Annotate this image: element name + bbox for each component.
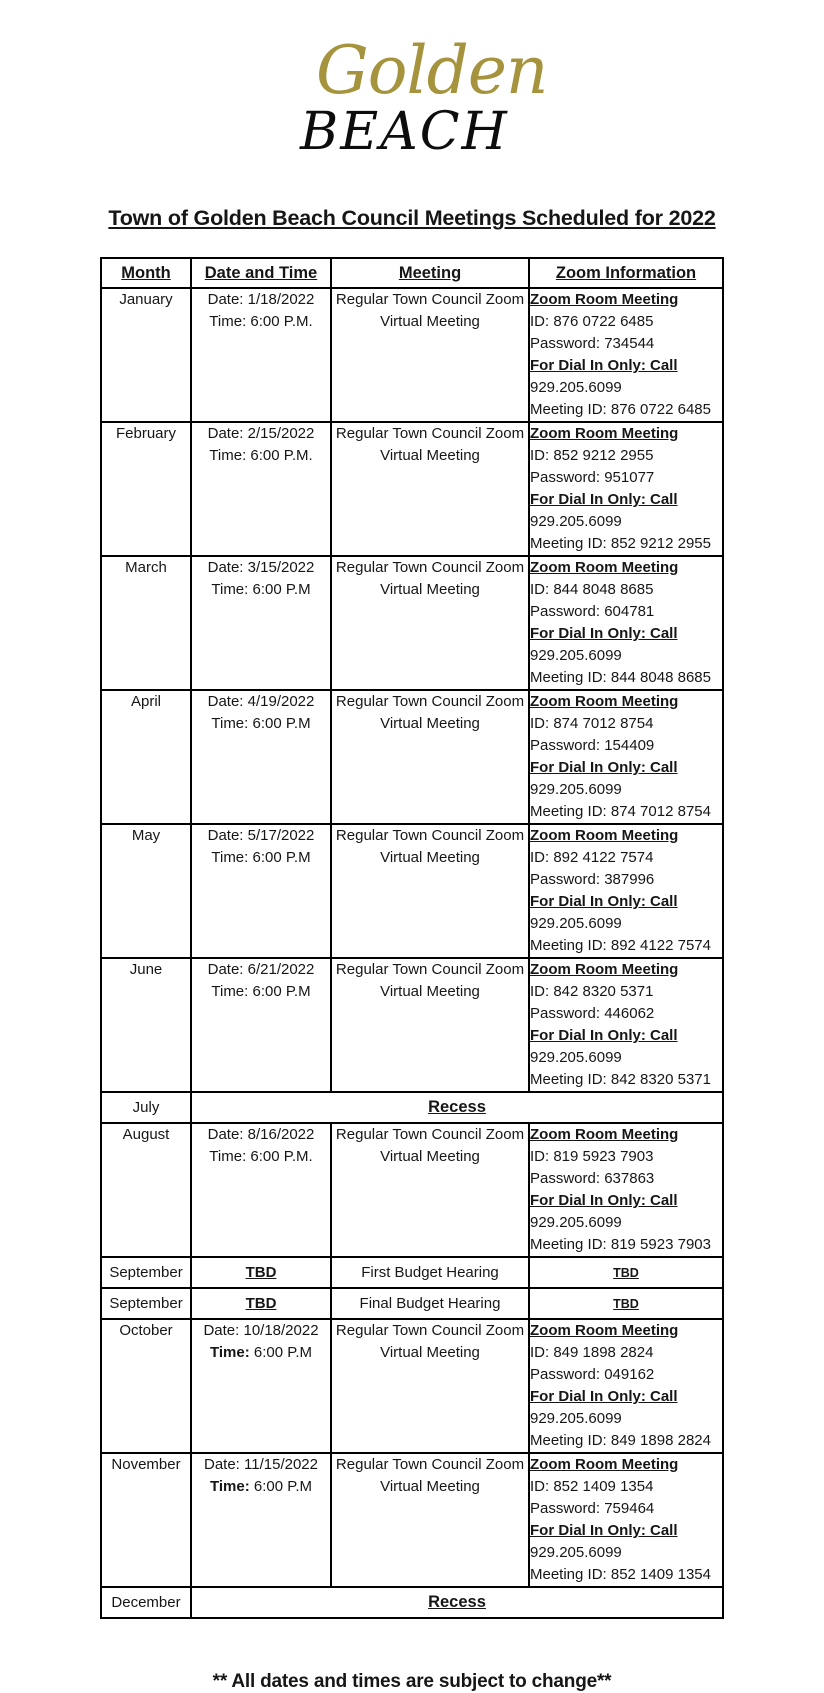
dial-in-heading: For Dial In Only: Call — [530, 893, 678, 910]
meeting-cell: Regular Town Council Zoom Virtual Meeting — [331, 690, 529, 824]
date-time-cell — [191, 690, 331, 824]
date-text: Date: 8/16/2022 — [207, 1126, 315, 1143]
date-time-cell — [191, 958, 331, 1092]
zoom-meeting-id: Meeting ID: 876 0722 6485 — [530, 401, 711, 418]
zoom-password: Password: 049162 — [530, 1366, 655, 1383]
zoom-id: ID: 874 7012 8754 — [530, 715, 654, 732]
zoom-password: Password: 154409 — [530, 737, 655, 754]
date-time-cell — [191, 824, 331, 958]
meetings-schedule-table — [100, 257, 724, 1619]
dial-in-heading: For Dial In Only: Call — [530, 1027, 678, 1044]
zoom-password: Password: 387996 — [530, 871, 655, 888]
date-time-cell — [191, 422, 331, 556]
month-cell: September — [101, 1257, 191, 1288]
zoom-password: Password: 734544 — [530, 335, 655, 352]
recess-cell — [191, 1092, 723, 1123]
date-time-cell — [191, 1453, 331, 1587]
dial-in-heading: For Dial In Only: Call — [530, 625, 678, 642]
dial-in-heading: For Dial In Only: Call — [530, 759, 678, 776]
page-title: Town of Golden Beach Council Meetings Scheduled for 2022 — [108, 206, 716, 230]
recess-label: Recess — [428, 1098, 486, 1116]
tbd-label: TBD — [245, 1294, 277, 1312]
zoom-meeting-id: Meeting ID: 844 8048 8685 — [530, 669, 711, 686]
time-text: Time: 6:00 P.M — [209, 1344, 312, 1361]
dial-in-heading: For Dial In Only: Call — [530, 1388, 678, 1405]
zoom-password: Password: 759464 — [530, 1500, 655, 1517]
date-text: Date: 10/18/2022 — [203, 1322, 319, 1339]
dial-in-phone: 929.205.6099 — [530, 379, 622, 396]
dial-in-phone: 929.205.6099 — [530, 1544, 622, 1561]
column-header-zoom-info: Zoom Information — [529, 258, 723, 288]
zoom-info-cell — [529, 556, 723, 690]
date-text: Date: 4/19/2022 — [207, 693, 315, 710]
dial-in-phone: 929.205.6099 — [530, 647, 622, 664]
dial-in-phone: 929.205.6099 — [530, 1410, 622, 1427]
meeting-cell: Regular Town Council Zoom Virtual Meeting — [331, 556, 529, 690]
zoom-password: Password: 951077 — [530, 469, 655, 486]
month-cell: November — [101, 1453, 191, 1587]
date-text: Date: 11/15/2022 — [204, 1456, 318, 1473]
zoom-room-heading: Zoom Room Meeting — [530, 559, 679, 576]
meeting-cell: Regular Town Council Zoom Virtual Meeting — [331, 1453, 529, 1587]
dial-in-heading: For Dial In Only: Call — [530, 1192, 678, 1209]
column-header-meeting: Meeting — [331, 258, 529, 288]
dial-in-phone: 929.205.6099 — [530, 513, 622, 530]
table-row-august — [101, 1123, 723, 1257]
dial-in-heading: For Dial In Only: Call — [530, 357, 678, 374]
time-text: Time: 6:00 P.M — [209, 1478, 312, 1495]
dial-in-phone: 929.205.6099 — [530, 915, 622, 932]
tbd-label: TBD — [613, 1265, 639, 1280]
zoom-id: ID: 852 1409 1354 — [530, 1478, 654, 1495]
month-cell: April — [101, 690, 191, 824]
date-time-cell — [191, 288, 331, 422]
zoom-id: ID: 852 9212 2955 — [530, 447, 654, 464]
meeting-cell: Regular Town Council Zoom Virtual Meeting — [331, 958, 529, 1092]
date-text: Date: 3/15/2022 — [207, 559, 315, 576]
meeting-cell: Regular Town Council Zoom Virtual Meeting — [331, 1123, 529, 1257]
month-cell: July — [101, 1092, 191, 1123]
table-row-july-recess — [101, 1092, 723, 1123]
zoom-tbd-cell — [529, 1257, 723, 1288]
zoom-info-cell — [529, 1453, 723, 1587]
column-header-month: Month — [101, 258, 191, 288]
date-time-cell — [191, 1319, 331, 1453]
zoom-password: Password: 637863 — [530, 1170, 655, 1187]
time-text: Time: 6:00 P.M. — [209, 313, 313, 330]
table-row-june — [101, 958, 723, 1092]
zoom-info-cell — [529, 958, 723, 1092]
zoom-meeting-id: Meeting ID: 842 8320 5371 — [530, 1071, 711, 1088]
table-row-december-recess — [101, 1587, 723, 1618]
dial-in-phone: 929.205.6099 — [530, 781, 622, 798]
month-cell: December — [101, 1587, 191, 1618]
time-text: Time: 6:00 P.M — [211, 581, 311, 598]
zoom-id: ID: 876 0722 6485 — [530, 313, 654, 330]
date-time-cell — [191, 556, 331, 690]
month-cell: October — [101, 1319, 191, 1453]
column-header-date-time: Date and Time — [191, 258, 331, 288]
dial-in-phone: 929.205.6099 — [530, 1049, 622, 1066]
date-tbd-cell — [191, 1257, 331, 1288]
recess-cell — [191, 1587, 723, 1618]
time-text: Time: 6:00 P.M — [211, 715, 311, 732]
tbd-label: TBD — [245, 1263, 277, 1281]
zoom-tbd-cell — [529, 1288, 723, 1319]
table-row-september-final — [101, 1288, 723, 1319]
date-text: Date: 6/21/2022 — [207, 961, 315, 978]
zoom-id: ID: 819 5923 7903 — [530, 1148, 654, 1165]
time-text: Time: 6:00 P.M — [211, 849, 311, 866]
time-text: Time: 6:00 P.M. — [209, 1148, 313, 1165]
logo-word-beach: BEACH — [300, 102, 509, 162]
table-row-january — [101, 288, 723, 422]
zoom-id: ID: 849 1898 2824 — [530, 1344, 654, 1361]
tbd-label: TBD — [613, 1296, 639, 1311]
subject-to-change-note: ** All dates and times are subject to change** — [212, 1671, 612, 1692]
zoom-room-heading: Zoom Room Meeting — [530, 1126, 679, 1143]
meeting-cell: Regular Town Council Zoom Virtual Meeting — [331, 1319, 529, 1453]
table-row-april — [101, 690, 723, 824]
zoom-room-heading: Zoom Room Meeting — [530, 291, 679, 308]
zoom-meeting-id: Meeting ID: 874 7012 8754 — [530, 803, 711, 820]
zoom-meeting-id: Meeting ID: 852 9212 2955 — [530, 535, 711, 552]
zoom-id: ID: 844 8048 8685 — [530, 581, 654, 598]
zoom-room-heading: Zoom Room Meeting — [530, 961, 679, 978]
month-cell: March — [101, 556, 191, 690]
golden-beach-logo — [0, 28, 824, 186]
zoom-room-heading: Zoom Room Meeting — [530, 693, 679, 710]
month-cell: May — [101, 824, 191, 958]
zoom-room-heading: Zoom Room Meeting — [530, 1322, 679, 1339]
zoom-id: ID: 892 4122 7574 — [530, 849, 654, 866]
dial-in-phone: 929.205.6099 — [530, 1214, 622, 1231]
zoom-meeting-id: Meeting ID: 852 1409 1354 — [530, 1566, 711, 1583]
zoom-info-cell — [529, 288, 723, 422]
meeting-cell: Regular Town Council Zoom Virtual Meeting — [331, 288, 529, 422]
table-header-row — [101, 258, 723, 288]
zoom-password: Password: 446062 — [530, 1005, 655, 1022]
month-cell: September — [101, 1288, 191, 1319]
zoom-password: Password: 604781 — [530, 603, 655, 620]
table-row-february — [101, 422, 723, 556]
table-row-november — [101, 1453, 723, 1587]
table-row-september-first — [101, 1257, 723, 1288]
zoom-info-cell — [529, 1319, 723, 1453]
zoom-info-cell — [529, 422, 723, 556]
month-cell: February — [101, 422, 191, 556]
table-row-may — [101, 824, 723, 958]
date-text: Date: 1/18/2022 — [207, 291, 315, 308]
meeting-cell: Regular Town Council Zoom Virtual Meeting — [331, 422, 529, 556]
month-cell: August — [101, 1123, 191, 1257]
zoom-room-heading: Zoom Room Meeting — [530, 1456, 679, 1473]
zoom-room-heading: Zoom Room Meeting — [530, 827, 679, 844]
logo-word-golden: Golden — [316, 32, 548, 109]
zoom-id: ID: 842 8320 5371 — [530, 983, 654, 1000]
zoom-info-cell — [529, 690, 723, 824]
zoom-info-cell — [529, 824, 723, 958]
recess-label: Recess — [428, 1593, 486, 1611]
date-tbd-cell — [191, 1288, 331, 1319]
meeting-cell: Regular Town Council Zoom Virtual Meeting — [331, 824, 529, 958]
zoom-meeting-id: Meeting ID: 892 4122 7574 — [530, 937, 711, 954]
date-text: Date: 2/15/2022 — [207, 425, 315, 442]
meeting-cell: Final Budget Hearing — [331, 1288, 529, 1319]
time-text: Time: 6:00 P.M. — [209, 447, 313, 464]
month-cell: January — [101, 288, 191, 422]
zoom-info-cell — [529, 1123, 723, 1257]
dial-in-heading: For Dial In Only: Call — [530, 1522, 678, 1539]
zoom-meeting-id: Meeting ID: 819 5923 7903 — [530, 1236, 711, 1253]
table-row-october — [101, 1319, 723, 1453]
date-time-cell — [191, 1123, 331, 1257]
meeting-cell: First Budget Hearing — [331, 1257, 529, 1288]
month-cell: June — [101, 958, 191, 1092]
zoom-room-heading: Zoom Room Meeting — [530, 425, 679, 442]
zoom-meeting-id: Meeting ID: 849 1898 2824 — [530, 1432, 711, 1449]
time-text: Time: 6:00 P.M — [211, 983, 311, 1000]
table-row-march — [101, 556, 723, 690]
dial-in-heading: For Dial In Only: Call — [530, 491, 678, 508]
date-text: Date: 5/17/2022 — [207, 827, 315, 844]
